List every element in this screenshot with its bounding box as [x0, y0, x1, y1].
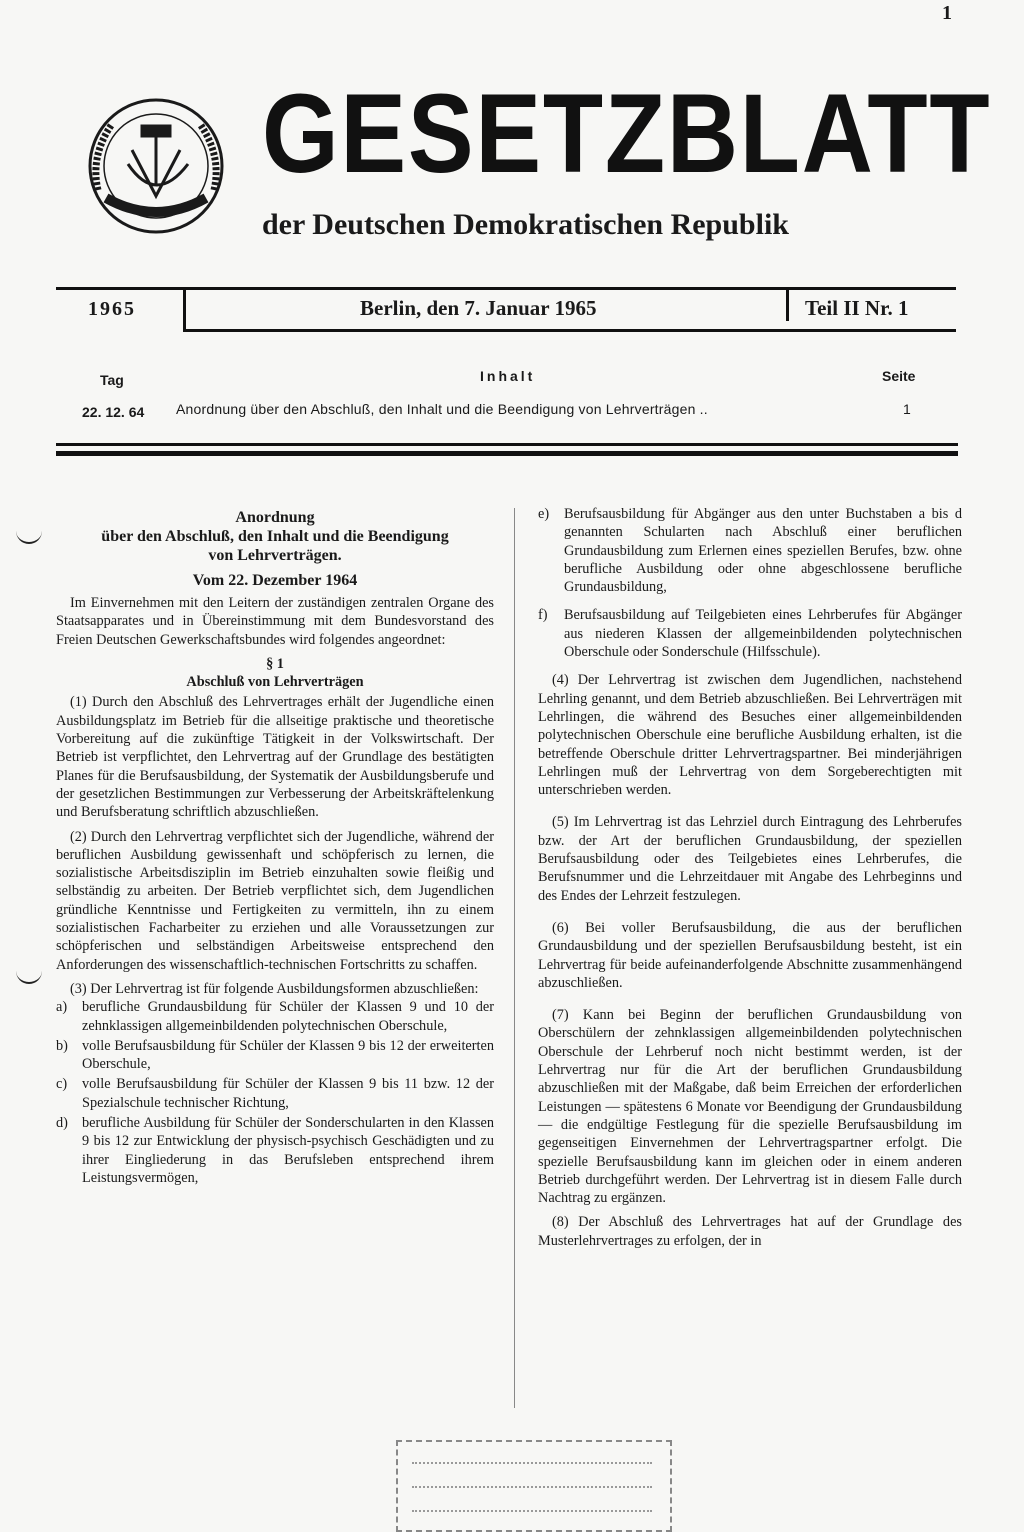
paragraph-2: (2) Durch den Lehrvertrag verpflichtet sich der Jugendliche, während der beruflichen Ausbildung gewissenhaft und schöpferisch zu lernen, die sozialistische Arbeitsdisziplin im Betrieb einzuhalten sowie fleißig und selbständig zu arbeiten. Der Betrieb verpflichtet sich, dem Jugendlichen gründliche Kenntnisse und Fertigkeiten zu vermitteln, ihn zu einem sozialistischen Facharbeiter zu erziehen und alle Voraussetzungen zur schöpferischen und selbständigen Arbeitsweise entsprechend den Anforderungen des wissenschaftlich-technischen Fortschritts zu schaffen. [56, 828, 494, 973]
list-item-text: berufliche Ausbildung für Schüler der Sonderschularten in den Klassen 9 bis 12 zur Entwicklung der physisch-psychisch Geschädigten und zu ihrer Eingliederung in das Berufsleben entsprechend ihrem Leistungsvermögen, [82, 1115, 494, 1186]
issue-part: Teil II Nr. 1 [805, 296, 909, 320]
list-item-text: Berufsausbildung für Abgänger aus den unter Buchstaben a bis d genannten Schularten nach Abschluß einer beruflichen Grundausbildung zum Erlernen eines speziellen Berufes, bzw. ohne berufliche Ausbildung oder ohne abgeschlossene berufliche Grundausbildung, [564, 506, 962, 596]
toc-entry-title: Anordnung über den Abschluß, den Inhalt und die Beendigung von Lehrverträgen .. [176, 401, 708, 417]
paragraph-8: (8) Der Abschluß des Lehrvertrages hat auf der Grundlage des Musterlehrvertrages zu erfolgen, der in [538, 1214, 962, 1249]
article-heading-line: von Lehrverträgen. [208, 547, 342, 564]
paragraph-4: (4) Der Lehrvertrag ist zwischen dem Jugendlichen, nachstehend Lehrling genannt, und dem Betrieb abzuschließen. Bei Lehrverträgen mit Lehrlingen, die während des Besuches einer allgemeinbildenden polytechnischen Oberschule eine berufliche Ausbildung erhalten, ist die betreffende Oberschule dritter Lehrvertragspartner. Bei minderjährigen Lehrlingen muß der Lehrvertrag von dem Sorgeberechtigten mit unterschrieben werden. [538, 672, 962, 799]
toc-rule-lower [56, 451, 958, 456]
issue-bar-bottom-rule [186, 329, 956, 332]
list-item-label: f) [538, 607, 548, 624]
paragraph-5: (5) Im Lehrvertrag ist das Lehrziel durch Eintragung des Lehrberufes bzw. der Art der beruflichen Grundausbildung, der speziellen Berufsausbildung oder des Teilgebietes eines Lehrberufes, die Berufsnummer und die Lehrzeitdauer mit Angabe des Lehrbeginns und des Endes der Lehrzeit festzulegen. [538, 814, 962, 904]
list-item [56, 1037, 494, 1074]
article-left-column [56, 508, 494, 1189]
issue-bar-divider-right [786, 287, 789, 321]
issue-date: Berlin, den 7. Januar 1965 [360, 296, 597, 320]
list-item [538, 606, 962, 661]
page-number: 1 [942, 2, 952, 24]
article-right-column [538, 505, 962, 1250]
list-item-text: Berufsausbildung auf Teilgebieten eines Lehrberufes für Abgänger aus niederen Klassen der allgemeinbildenden polytechnischen Oberschule oder Sonderschule (Hilfsschule). [564, 607, 962, 661]
list-item-label: c) [56, 1076, 68, 1093]
section-number: § 1 [266, 655, 284, 672]
toc-entry-date: 22. 12. 64 [82, 404, 145, 420]
toc-rule-upper [56, 443, 958, 446]
masthead-subtitle: der Deutschen Demokratischen Republik [262, 208, 789, 241]
list-item [56, 1075, 494, 1112]
list-item-text: volle Berufsausbildung für Schüler der Klassen 9 bis 11 bzw. 12 der Spezialschule technischer Richtung, [82, 1076, 494, 1111]
article-heading-line: Anordnung [235, 509, 315, 526]
column-divider [514, 508, 515, 1408]
issue-bar-divider-left [183, 287, 186, 332]
paragraph-6: (6) Bei voller Berufsausbildung, die aus der beruflichen Grundausbildung und der speziellen Berufsausbildung besteht, ist ein Lehrvertrag für beide aufeinanderfolgende Abschnitte zusammenhängend abzuschließen. [538, 919, 962, 991]
list-item-text: volle Berufsausbildung für Schüler der Klassen 9 bis 12 der erweiterten Oberschule, [82, 1037, 494, 1073]
list-item-text: berufliche Grundausbildung für Schüler der Klassen 9 und 10 der zehnklassigen allgemeinbildenden polytechnischen Oberschule, [82, 999, 494, 1034]
paragraph-7: (7) Kann bei Beginn der beruflichen Grundausbildung von Oberschülern der zehnklassigen allgemeinbildenden polytechnischen Oberschule der Lehrberuf noch nicht bestimmt werden, ist der Lehrvertrag nur für die Art der beruflichen Grundausbildung abzuschließen mit der Maßgabe, daß beim Erreichen der erforderlichen Leistungen — spätestens 6 Monate vor Beendigung der Grundausbildung — die endgültige Festlegung für die spezielle Berufsausbildung im gegenseitigen Einvernehmen der Lehrvertragspartner erfolgt. Die spezielle Berufsausbildung kann im gleichen oder in einem anderen Betrieb durchgeführt werden. Der Lehrvertrag ist in diesem Falle durch Nachtrag zu ergänzen. [538, 1007, 962, 1207]
toc-page-header: Seite [882, 368, 916, 384]
list-item-label: a) [56, 999, 68, 1016]
article-heading-line: über den Abschluß, den Inhalt und die Beendigung [101, 528, 449, 545]
toc-entry-page: 1 [903, 401, 911, 417]
masthead-title: GESETZBLATT [262, 71, 992, 196]
toc-date-header: Tag [100, 372, 124, 388]
library-stamp [396, 1440, 672, 1532]
section-title: Abschluß von Lehrverträgen [186, 674, 364, 691]
state-emblem [76, 86, 236, 246]
margin-check-mark [16, 970, 42, 984]
issue-bar-top-rule [56, 287, 956, 290]
list-item [56, 998, 494, 1035]
margin-check-mark [16, 530, 42, 544]
paragraph-3: (3) Der Lehrvertrag ist für folgende Ausbildungsformen abzuschließen: [70, 980, 479, 997]
paragraph-1: (1) Durch den Abschluß des Lehrvertrages erhält der Jugendliche einen Ausbildungsplatz im Betrieb für die allseitige praktische und theoretische Vorbereitung auf die zukünftige Tätigkeit in der Volkswirtschaft. Der Betrieb ist verpflichtet, den Lehrvertrag auf der Grundlage des bestätigten Planes für die Berufsausbildung, der Systematik der Ausbildungsberufe und der gesetzlichen Bestimmungen zur Verbesserung der Arbeitskräftelenkung und Berufsberatung schriftlich abzuschließen. [56, 694, 494, 821]
article-date: Vom 22. Dezember 1964 [192, 572, 358, 589]
list-item-label: d) [56, 1115, 68, 1132]
list-item [538, 505, 962, 596]
list-item [56, 1114, 494, 1187]
list-item-label: e) [538, 506, 550, 522]
article-preamble: Im Einvernehmen mit den Leitern der zuständigen zentralen Organe des Staatsapparates und in Übereinstimmung mit dem Bundesvorstand des Freien Deutschen Gewerkschaftsbundes wird folgendes angeordnet: [56, 595, 494, 648]
issue-year: 1965 [88, 298, 136, 320]
list-item-label: b) [56, 1037, 68, 1054]
toc-contents-header: Inhalt [480, 368, 536, 384]
